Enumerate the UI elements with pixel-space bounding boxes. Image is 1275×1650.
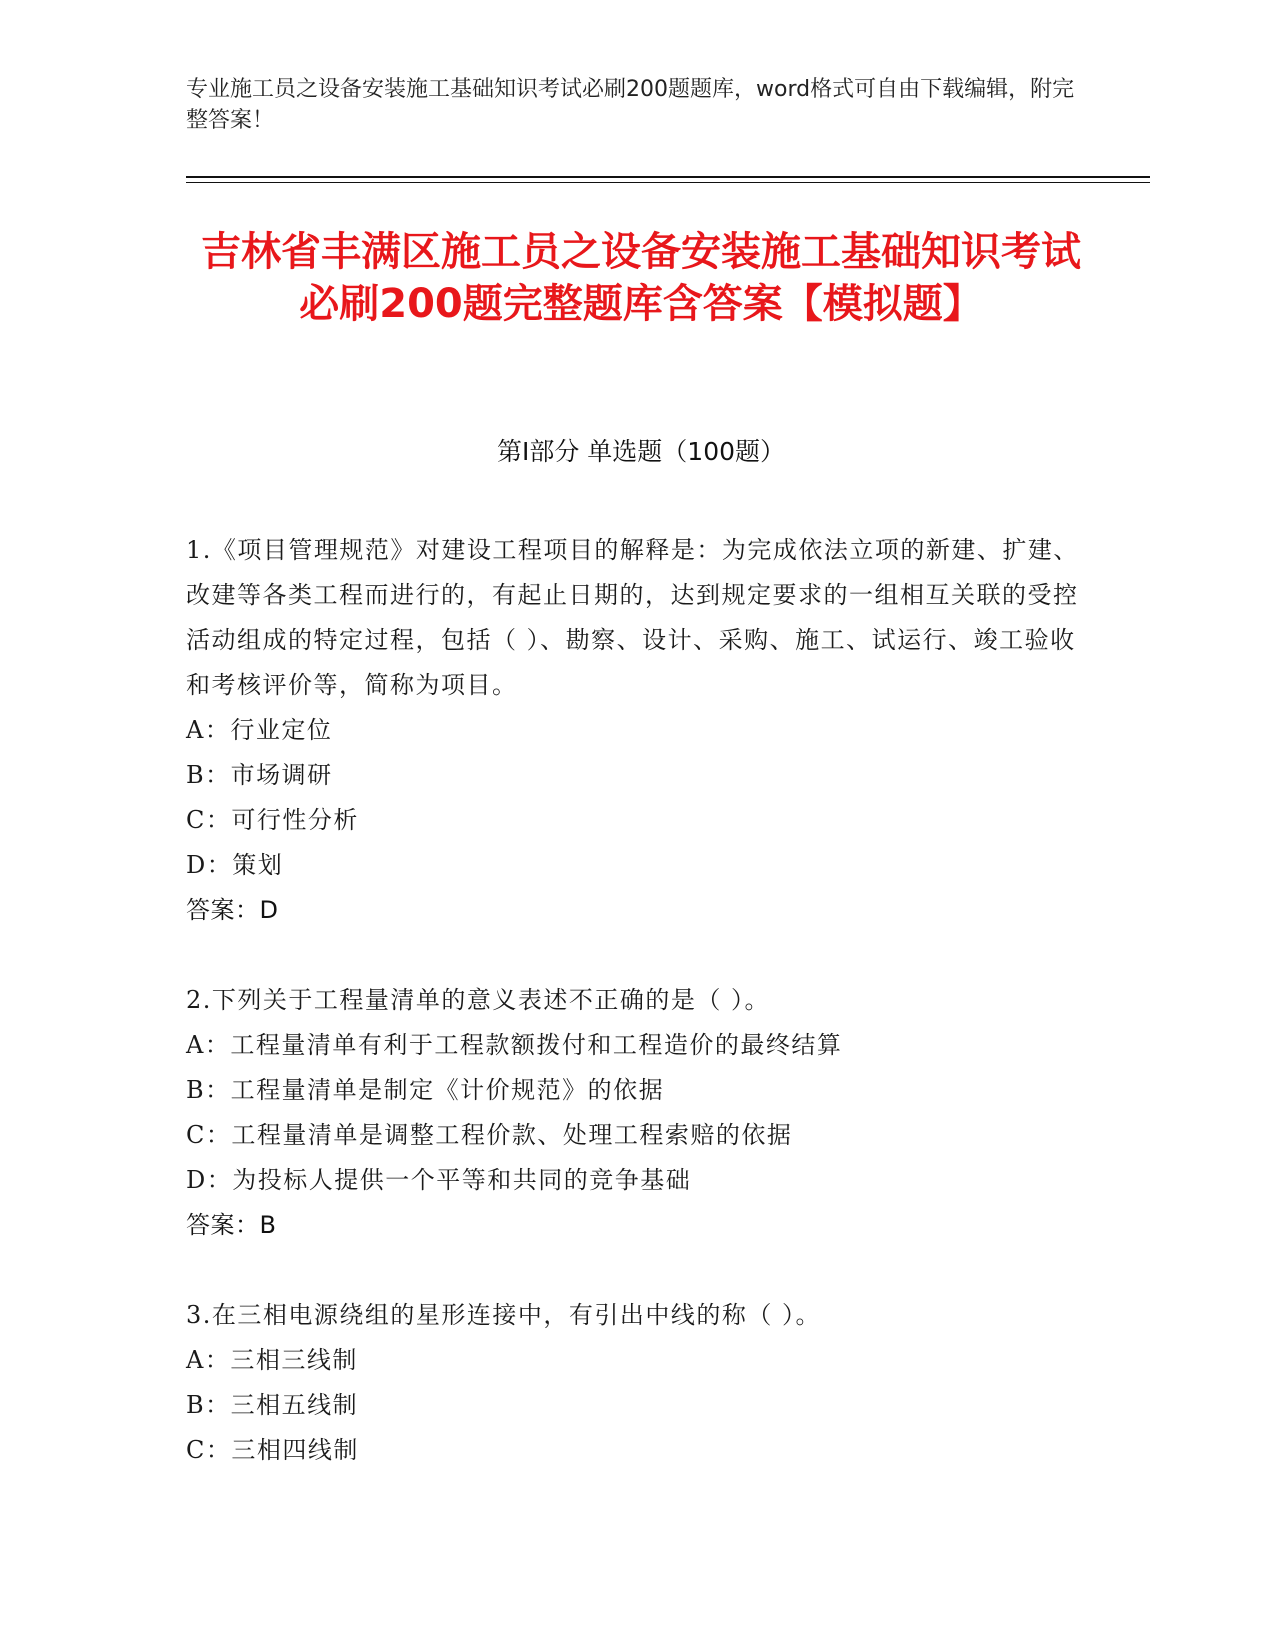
question-list [186,528,1096,1518]
question-1 [186,528,1096,933]
question-3 [186,1293,1096,1473]
question-stem: 1.《项目管理规范》对建设工程项目的解释是：为完成依法立项的新建、扩建、改建等各类工程而进行的，有起止日期的，达到规定要求的一组相互关联的受控活动组成的特定过程，包括（ ）、勘察、设计、采购、施工、试运行、竣工验收和考核评价等，简称为项目。 [186,536,1079,699]
header-rule-thick [186,176,1150,178]
option-a: A：行业定位 [186,716,333,744]
option-d: D：为投标人提供一个平等和共同的竞争基础 [186,1166,692,1194]
option-d: D：策划 [186,851,284,879]
answer: 答案：B [186,1211,277,1239]
option-a: A：三相三线制 [186,1346,358,1374]
option-b: B：工程量清单是制定《计价规范》的依据 [186,1076,665,1104]
question-stem: 3.在三相电源绕组的星形连接中，有引出中线的称（ ）。 [186,1301,822,1329]
option-c: C：可行性分析 [186,806,359,834]
answer: 答案：D [186,896,279,924]
question-stem: 2.下列关于工程量清单的意义表述不正确的是（ ）。 [186,986,771,1014]
header-rule-thin [186,182,1150,183]
question-2 [186,978,1096,1248]
option-b: B：市场调研 [186,761,333,789]
section-title: 第Ⅰ部分 单选题（100题） [496,437,786,466]
header-note: 专业施工员之设备安装施工基础知识考试必刷200题题库，word格式可自由下载编辑，附完整答案！ [186,77,1075,133]
option-b: B：三相五线制 [186,1391,359,1419]
option-c: C：工程量清单是调整工程价款、处理工程索赔的依据 [186,1121,793,1149]
option-a: A：工程量清单有利于工程款额拨付和工程造价的最终结算 [186,1031,843,1059]
option-c: C：三相四线制 [186,1436,359,1464]
document-title: 吉林省丰满区施工员之设备安装施工基础知识考试必刷200题完整题库含答案【模拟题】 [201,229,1081,327]
